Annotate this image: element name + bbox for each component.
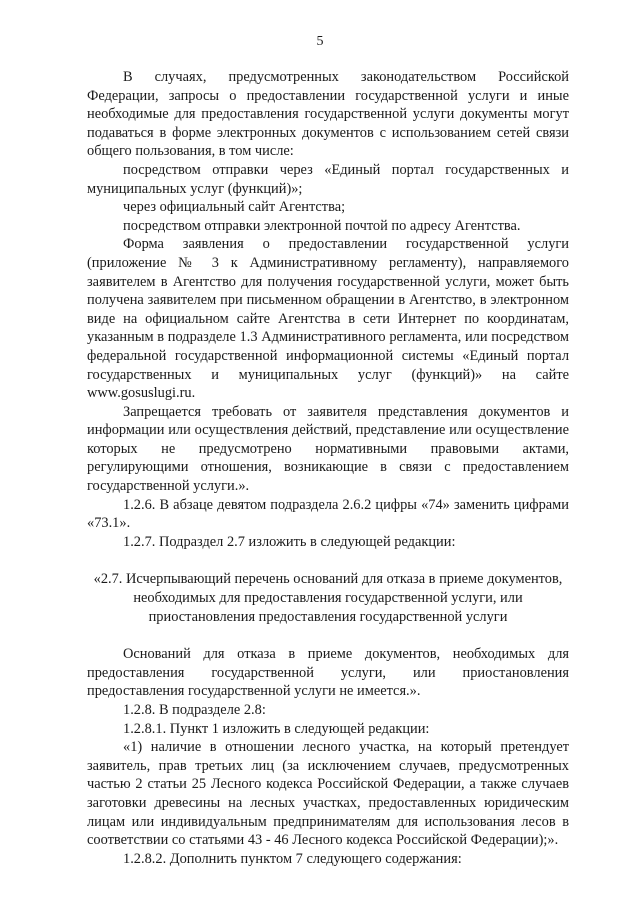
- paragraph: Запрещается требовать от заявителя представления документов и информации или осуществления действий, представление или осуществление которых не предусмотрено нормативными правовыми актами, регулирующими отношения, возникающие в связи с предоставлением государственной услуги.».: [87, 403, 569, 495]
- page-number: 5: [316, 34, 324, 49]
- paragraph: Оснований для отказа в приеме документов, необходимых для предоставления государственной услуги, или приостановления предоставления государственной услуги не имеется.».: [87, 646, 569, 700]
- paragraph: В случаях, предусмотренных законодательством Российской Федерации, запросы о предоставлении государственной услуги и иные необходимые для предоставления государственной услуги документы могут подаваться в форме электронных документов с использованием сетей связи общего пользования, в том числе:: [87, 69, 569, 160]
- paragraph: через официальный сайт Агентства;: [123, 199, 346, 216]
- spacer: [87, 551, 569, 570]
- spacer: [87, 626, 569, 645]
- paragraph: 1.2.8. В подразделе 2.8:: [123, 702, 266, 718]
- paragraph: Форма заявления о предоставлении государственной услуги (приложение № 3 к Административному регламенту), направляемого заявителем в Агентство для получения государственной услуги, может быть получена заявителем при письменном обращении в Агентство, в электронном виде на официальном сайте Агентства в сети Интернет по координатам, указанным в подразделе 1.3 Административного регламента, или посредством федеральной государственной информационной системы «Единый портал государственных и муниципальных услуг (функций)» на сайте www.gosuslugi.ru.: [87, 236, 569, 402]
- paragraph: «1) наличие в отношении лесного участка, на который претендует заявитель, прав третьих лиц (за исключением случаев, предусмотренных частью 2 статьи 25 Лесного кодекса Российской Федерации, а также случаев заготовки древесины на лесных участках, предоставленных юридическим лицам или индивидуальным предпринимателям для использования лесов в соответствии со статьями 43 - 46 Лесного кодекса Российской Федерации);».: [87, 739, 569, 849]
- paragraph: посредством отправки через «Единый портал государственных и муниципальных услуг (функций)»;: [87, 161, 569, 197]
- paragraph: 1.2.6. В абзаце девятом подраздела 2.6.2 цифры «74» заменить цифрами «73.1».: [87, 496, 569, 532]
- paragraph: 1.2.8.2. Дополнить пунктом 7 следующего содержания:: [123, 850, 462, 867]
- paragraph: 1.2.8.1. Пункт 1 изложить в следующей редакции:: [123, 720, 430, 737]
- document-body: [87, 68, 569, 868]
- paragraph: посредством отправки электронной почтой по адресу Агентства.: [123, 217, 521, 234]
- paragraph: 1.2.7. Подраздел 2.7 изложить в следующей редакции:: [123, 533, 456, 550]
- section-heading: «2.7. Исчерпывающий перечень оснований для отказа в приеме документов, необходимых для предоставления государственной услуги, или приостановления предоставления государственной услуги: [93, 571, 563, 625]
